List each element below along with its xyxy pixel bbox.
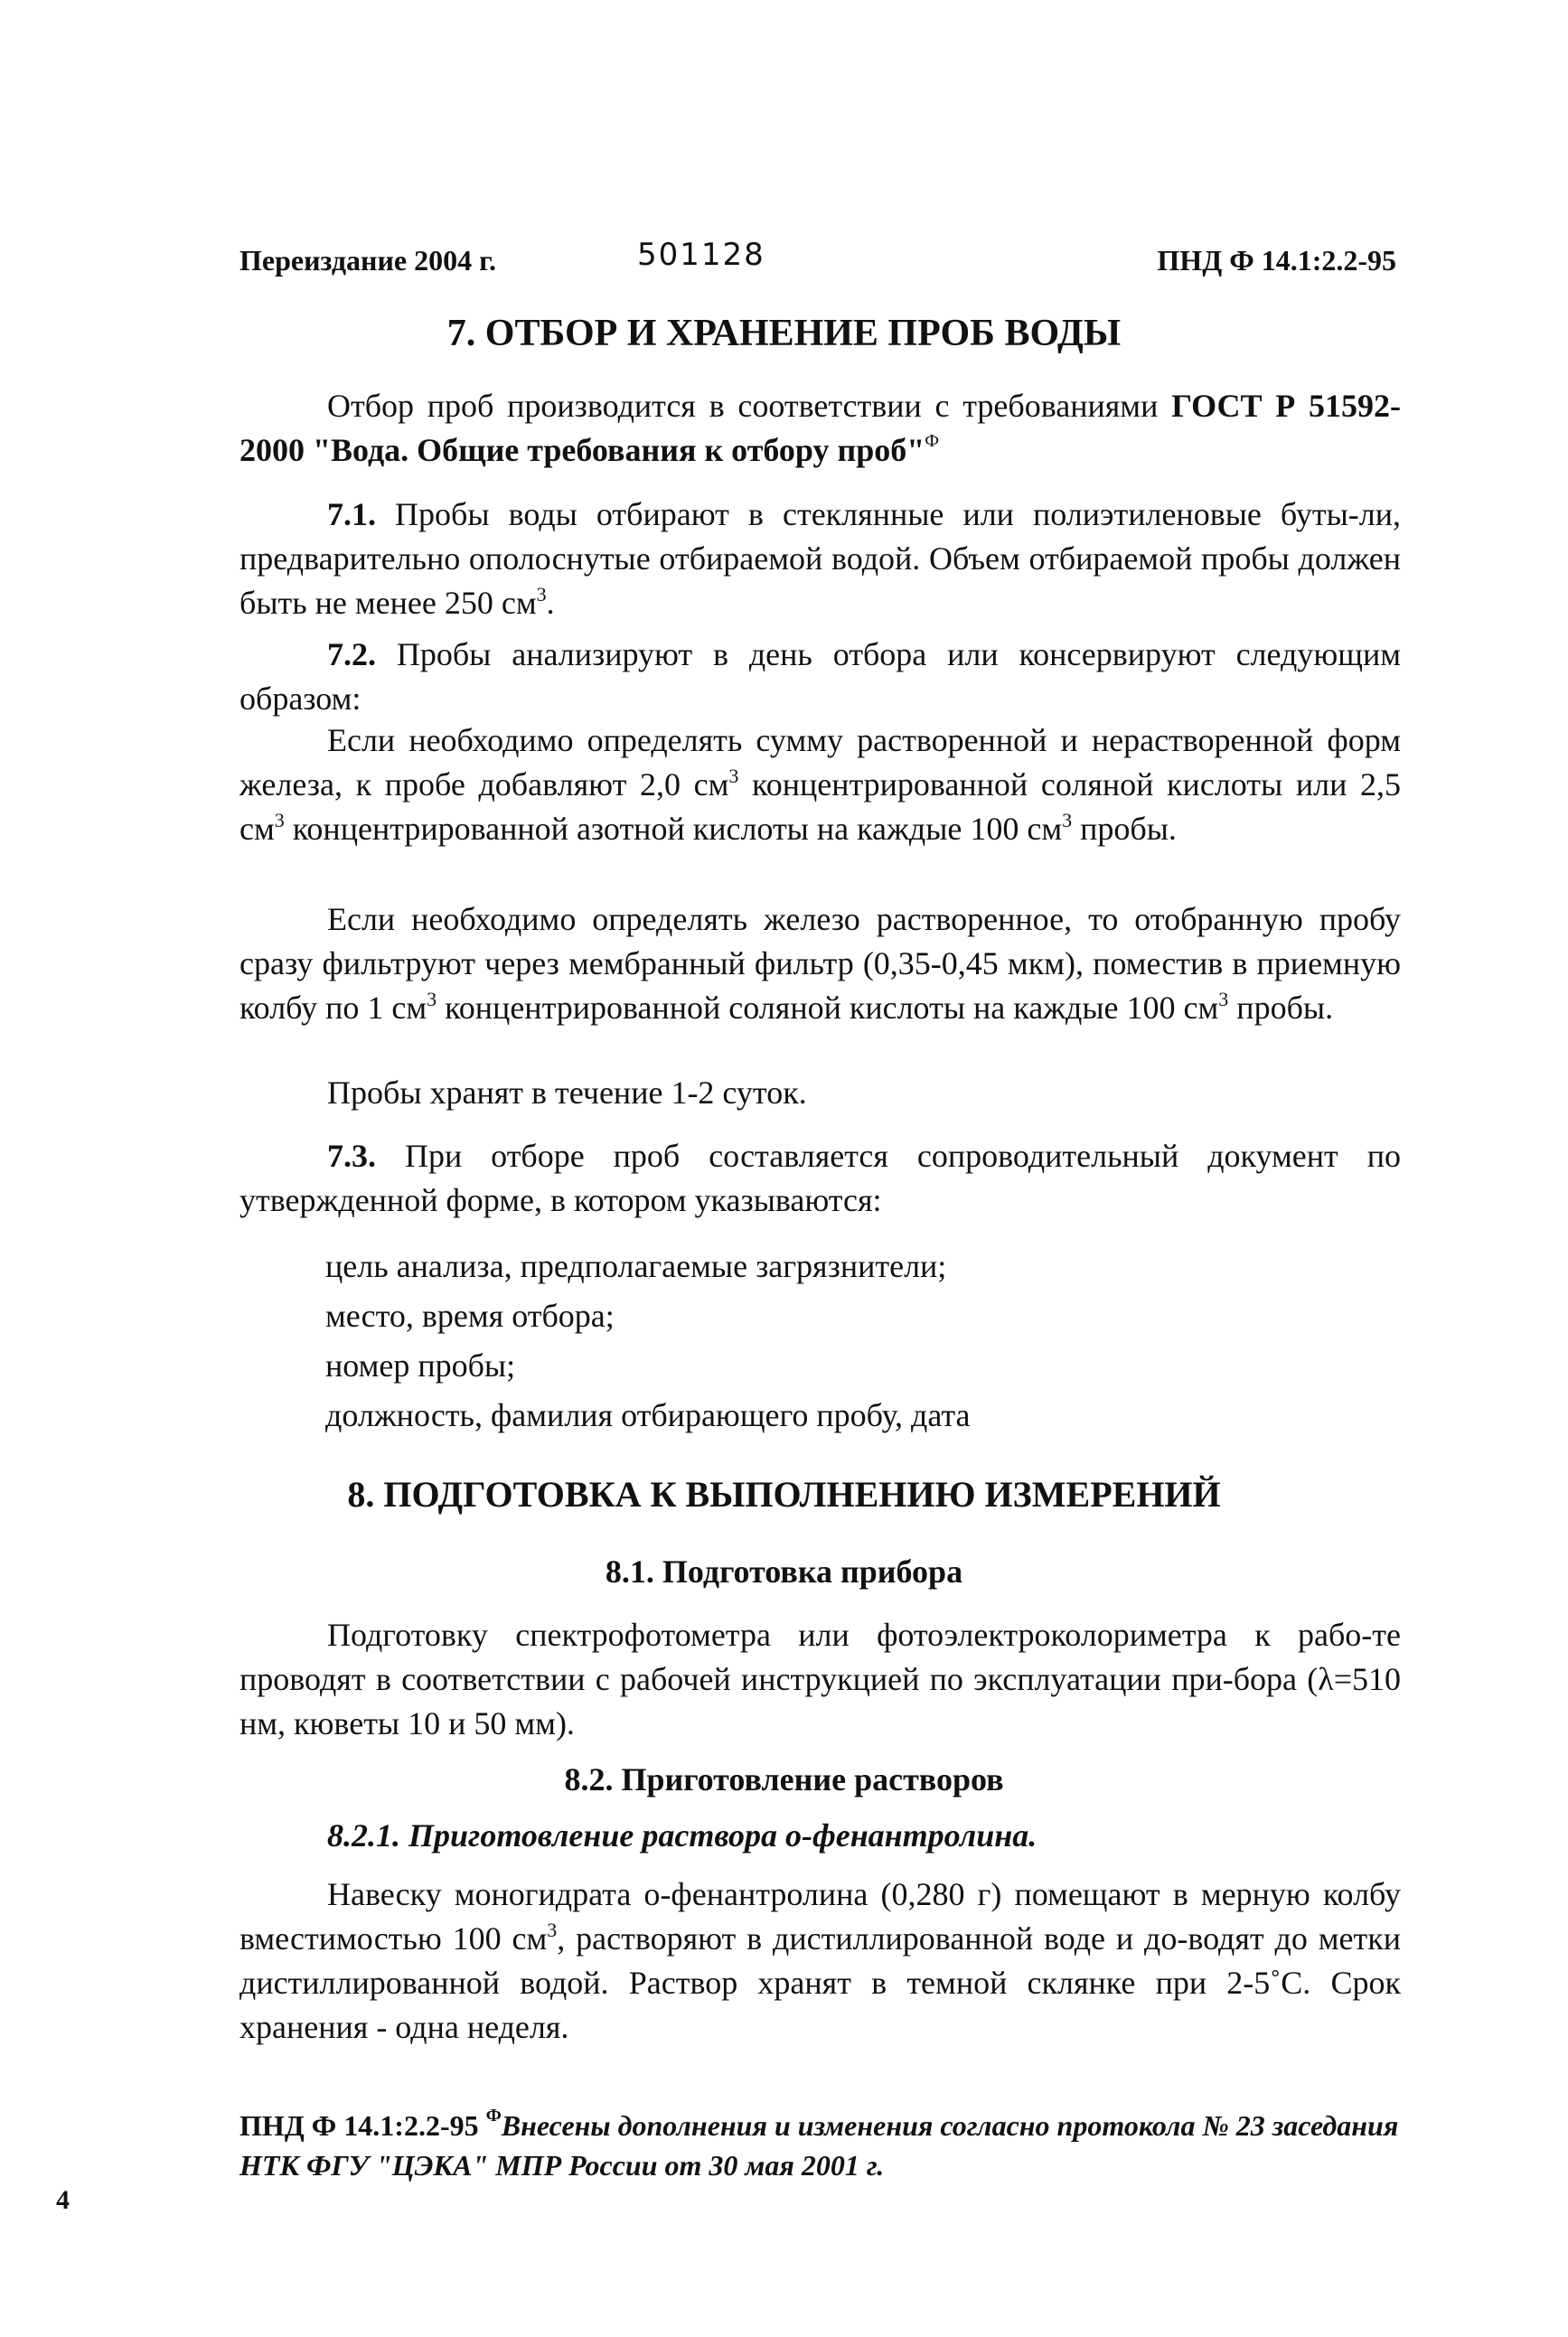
subsection-8-2-title: 8.2. Приготовление растворов — [564, 1761, 1004, 1797]
paragraph-8-1: Подготовку спектрофотометра или фотоэлектроколориметра к рабо-те проводят в соответствии с рабочей инструкцией по эксплуатации при-бора (λ=510 нм, кюветы 10 и 50 мм). — [239, 1617, 1401, 1741]
paragraph-7-2-dissolved-iron: Если необходимо определять железо растворенное, то отобранную пробу сразу фильтруют через мембранный фильтр (0,35-0,45 мкм), поместив в приемную колбу по 1 $см^3$ концентрированной соляной кислоты на каждые 100 $см^3$ пробы. — [239, 901, 1401, 1026]
subsection-8-1-title: 8.1. Подготовка прибора — [605, 1553, 963, 1590]
paragraph-7-2-total-iron: Если необходимо определять сумму растворенной и нерастворенной форм железа, к пробе добавляют 2,0 $см^3$ концентрированной соляной кислоты или 2,5 $см^3$ концентрированной азотной кислоты на каждые 100 $см^3$ пробы. — [239, 722, 1402, 847]
paragraph-7-2-storage: Пробы хранят в течение 1-2 суток. — [327, 1075, 807, 1111]
section-7-title: 7. ОТБОР И ХРАНЕНИЕ ПРОБ ВОДЫ — [446, 313, 1122, 354]
subsection-8-2-1-title: 8.2.1. Приготовление раствора о-фенантролина. — [327, 1817, 1038, 1854]
list-item: номер пробы; — [325, 1347, 516, 1384]
list-item: цель анализа, предполагаемые загрязнители; — [325, 1248, 947, 1284]
page-number: 4 — [56, 2185, 70, 2215]
footer-note: ПНД Ф 14.1:2.2-95 $^Ф$Внесены дополнения и изменения согласно протокола № 23 заседания НТК ФГУ "ЦЭКА" МПР России от 30 мая 2001 г. — [239, 2106, 1399, 2182]
document-stamp-number: 501128 — [637, 237, 765, 273]
paragraph-7-3: 7.3. При отборе проб составляется сопроводительный документ по утвержденной форме, в котором указываются: — [239, 1138, 1401, 1218]
list-item: место, время отбора; — [325, 1298, 615, 1334]
amendment-mark-icon: Ф — [485, 2106, 502, 2126]
list-item: должность, фамилия отбирающего пробу, дата — [325, 1397, 971, 1433]
paragraph-7-1: 7.1. Пробы воды отбирают в стеклянные или полиэтиленовые буты-ли, предварительно ополоснутые отбираемой водой. Объем отбираемой пробы должен быть не менее 250 $см^3$. — [239, 496, 1401, 621]
document-code: ПНД Ф 14.1:2.2-95 — [1157, 244, 1396, 277]
reissue-note: Переиздание 2004 г. — [239, 244, 496, 277]
paragraph-7-2: 7.2. Пробы анализируют в день отбора или консервируют следующим образом: — [239, 636, 1401, 717]
section-8-title: 8. ПОДГОТОВКА К ВЫПОЛНЕНИЮ ИЗМЕРЕНИЙ — [347, 1474, 1221, 1515]
paragraph-8-2-1: Навеску моногидрата о-фенантролина (0,280 г) помещают в мерную колбу вместимостью 100 $см^3$, растворяют в дистиллированной воде и до-водят до метки дистиллированной водой. Раствор хранят в темной склянке при 2-5˚С. Срок хранения - одна неделя. — [239, 1876, 1401, 2045]
section-7-intro: Отбор проб производится в соответствии с требованиями ГОСТ Р 51592-2000 "Вода. Общие требования к отбору проб"$^Ф$ — [239, 388, 1401, 468]
amendment-mark-icon: Ф — [925, 431, 940, 451]
